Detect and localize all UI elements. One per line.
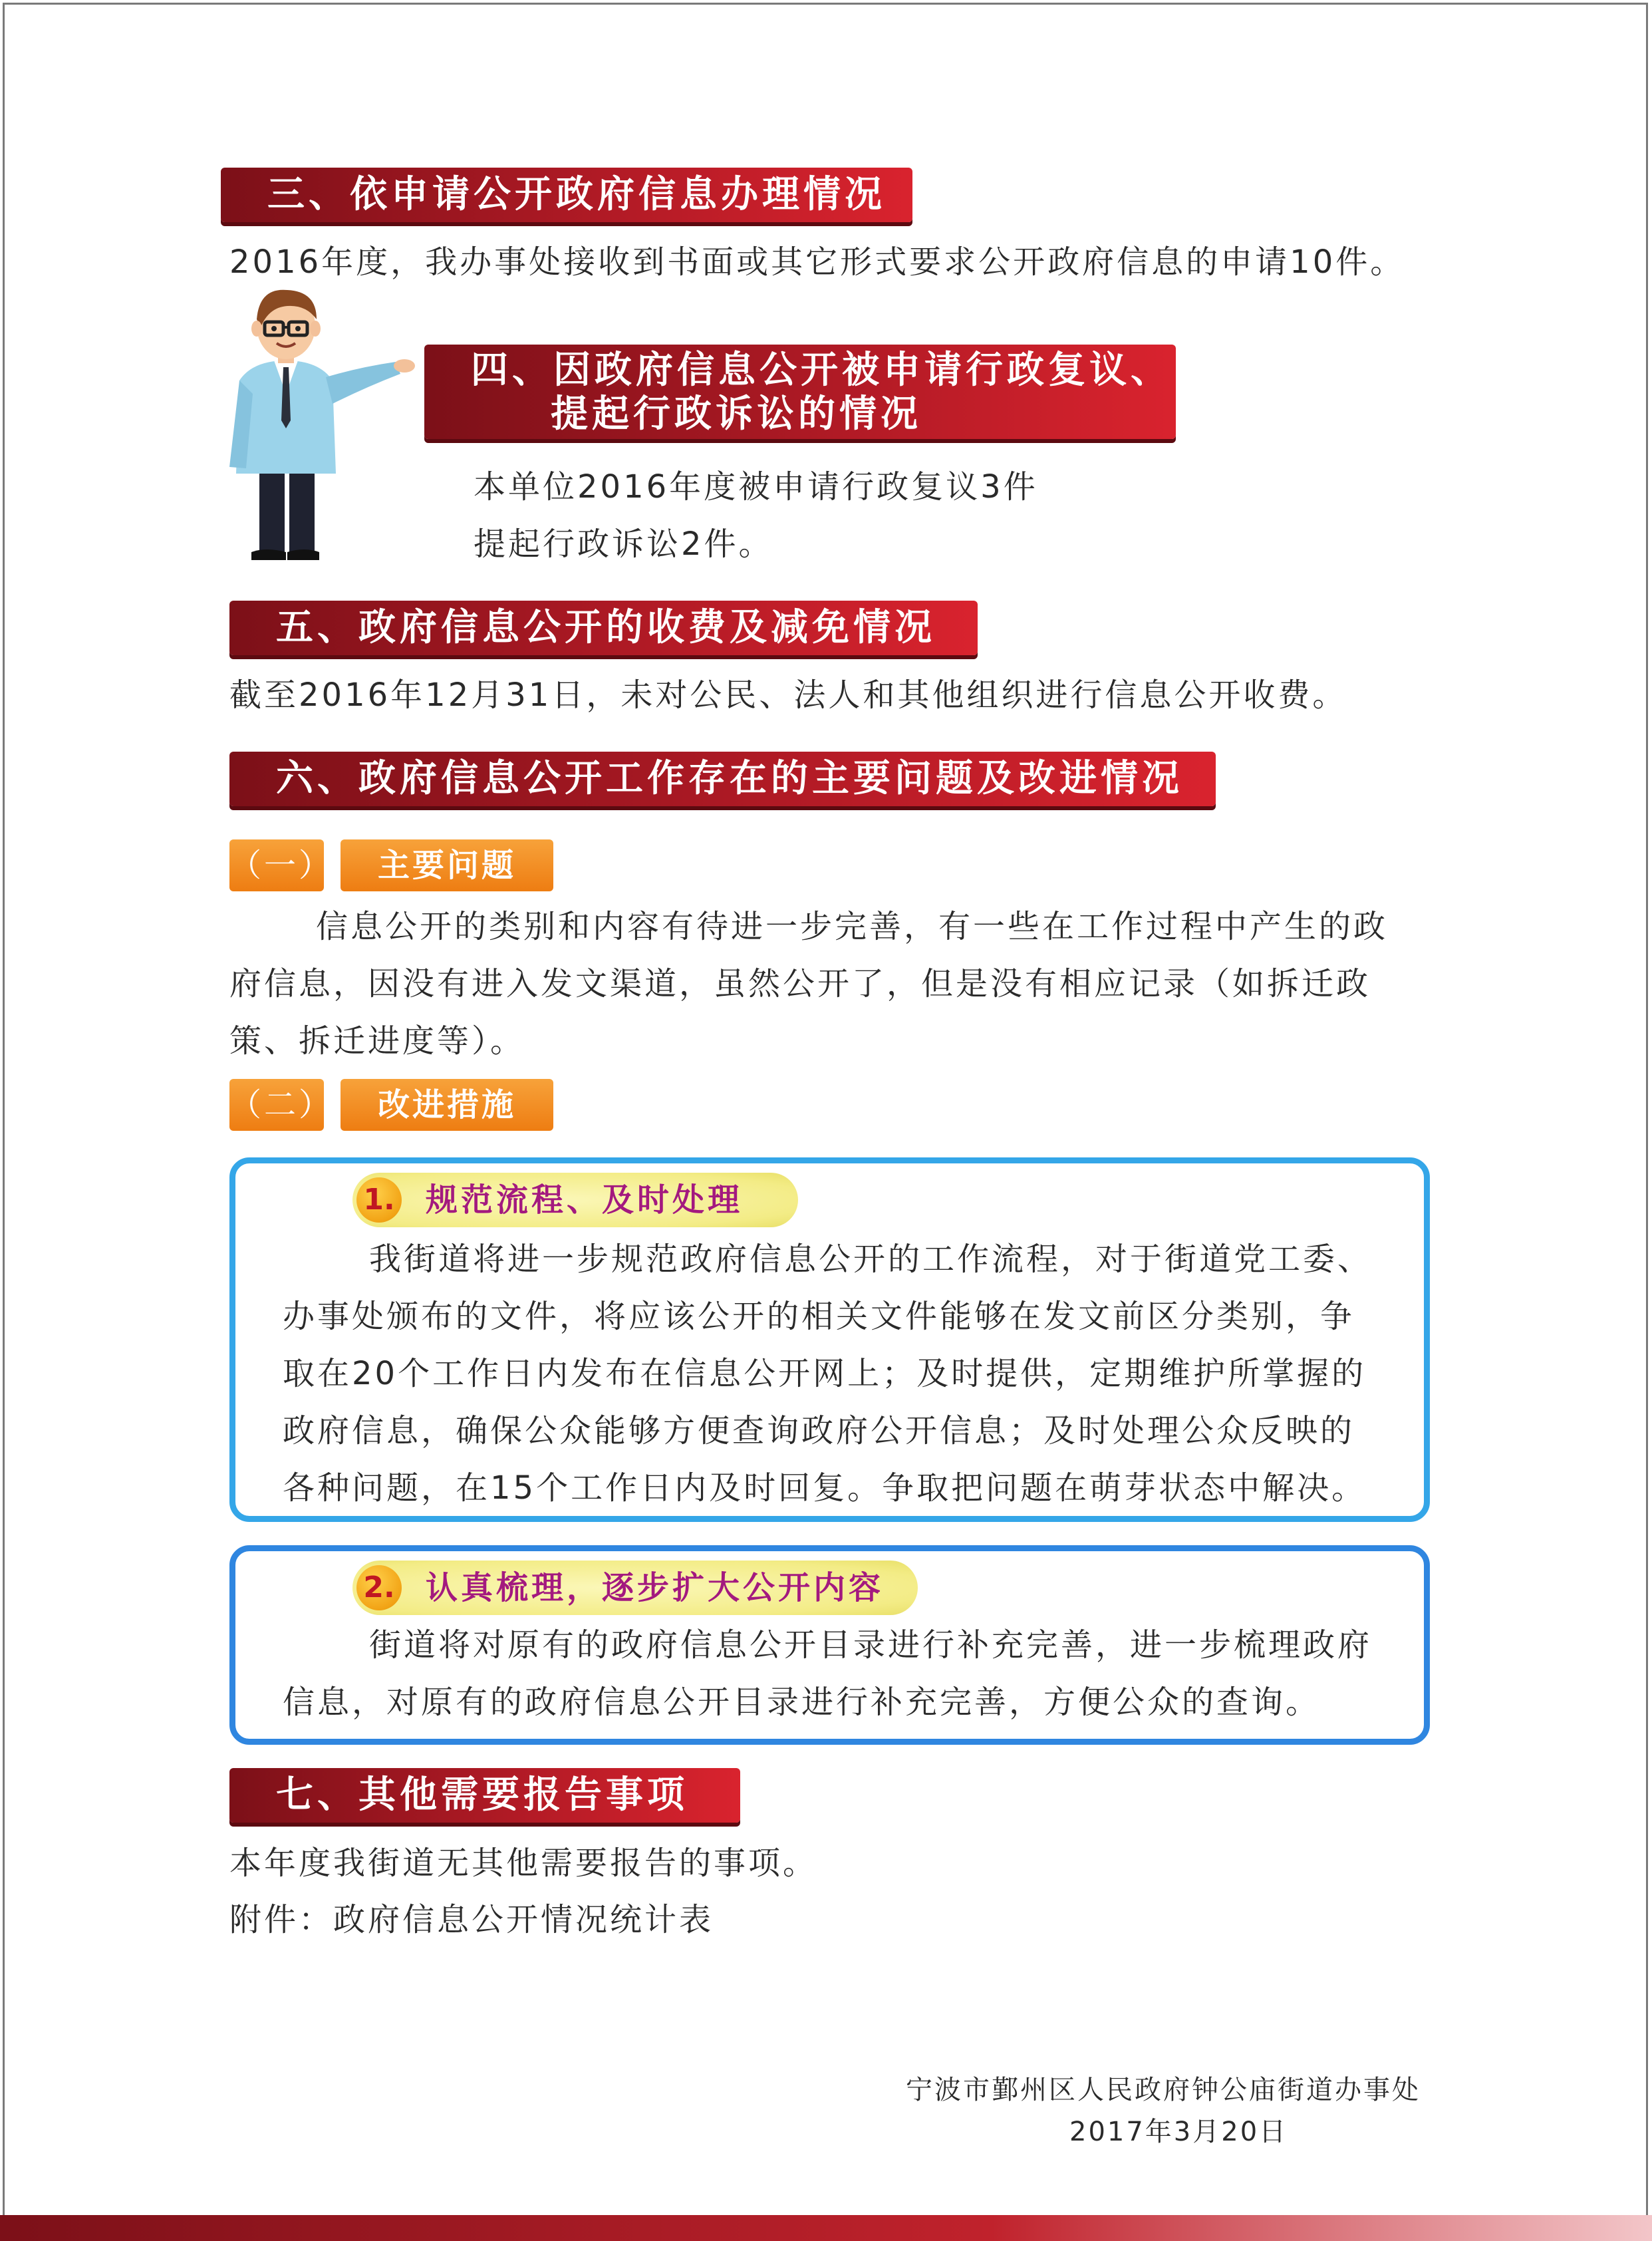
sub1-body: [229, 898, 1427, 1070]
measure-2-line-1: 街道将对原有的政府信息公开目录进行补充完善，进一步梳理政府: [369, 1626, 1373, 1664]
measure-2-number: 2.: [356, 1565, 402, 1610]
measure-1-body: [283, 1231, 1413, 1517]
footer-organization: 宁波市鄞州区人民政府钟公庙街道办事处: [906, 2075, 1421, 2105]
section-4-body-line1: 本单位2016年度被申请行政复议3件: [474, 468, 1038, 506]
sub1-line-2: 府信息，因没有进入发文渠道，虽然公开了，但是没有相应记录（如拆迁政: [229, 965, 1371, 1002]
section-3-heading: [221, 168, 912, 222]
section-4-title-line2: 提起行政诉讼的情况: [551, 392, 922, 436]
section-7-title: 七、其他需要报告事项: [276, 1773, 688, 1817]
sub2-number: （二）: [229, 1086, 334, 1123]
sub1-label: 主要问题: [377, 847, 516, 884]
sub1-number-tag: [229, 839, 334, 891]
measure-1-line-3: 取在20个工作日内发布在信息公开网上；及时提供，定期维护所掌握的: [283, 1355, 1367, 1392]
measure-1-line-4: 政府信息，确保公众能够方便查询政府公开信息；及时处理公众反映的: [283, 1412, 1355, 1449]
measure-2-body: [283, 1616, 1413, 1731]
measure-2-title: 认真梳理，逐步扩大公开内容: [426, 1569, 885, 1606]
measure-1-number: 1.: [356, 1177, 402, 1223]
section-7-attachment: 附件：政府信息公开情况统计表: [229, 1901, 714, 1938]
measure-1-line-1: 我街道将进一步规范政府信息公开的工作流程，对于街道党工委、: [369, 1241, 1373, 1278]
section-4-body-line2: 提起行政诉讼2件。: [474, 525, 773, 563]
section-5-heading: [229, 601, 978, 655]
section-7-body-line1: 本年度我街道无其他需要报告的事项。: [229, 1845, 818, 1882]
section-4-title-line1: 四、因政府信息公开被申请行政复议、: [471, 349, 1172, 392]
section-3-body: 2016年度，我办事处接收到书面或其它形式要求公开政府信息的申请10件。: [229, 243, 1405, 281]
sub1-line-1: 信息公开的类别和内容有待进一步完善，有一些在工作过程中产生的政: [316, 908, 1389, 945]
sub2-label: 改进措施: [377, 1086, 516, 1123]
measure-2-line-2: 信息，对原有的政府信息公开目录进行补充完善，方便公众的查询。: [283, 1684, 1321, 1721]
measure-1-line-2: 办事处颁布的文件，将应该公开的相关文件能够在发文前区分类别，争: [283, 1298, 1355, 1335]
section-6-heading: [229, 752, 1216, 806]
measure-1-title: 规范流程、及时处理: [426, 1181, 744, 1219]
section-5-body: 截至2016年12月31日，未对公民、法人和其他组织进行信息公开收费。: [229, 676, 1347, 714]
sub1-label-tag: [341, 839, 553, 891]
measure-2-heading: [352, 1561, 918, 1615]
presenter-illustration: [226, 287, 426, 570]
measure-1-heading: [352, 1173, 798, 1227]
sub2-label-tag: [341, 1079, 553, 1131]
sub1-line-3: 策、拆迁进度等）。: [229, 1022, 525, 1060]
section-4-heading: [424, 345, 1176, 439]
section-7-heading: [229, 1768, 740, 1823]
footer-date: 2017年3月20日: [1069, 2117, 1288, 2147]
section-5-title: 五、政府信息公开的收费及减免情况: [276, 606, 936, 649]
section-6-title: 六、政府信息公开工作存在的主要问题及改进情况: [276, 757, 1183, 800]
bottom-decorative-bar: [0, 2215, 1652, 2241]
measure-1-line-5: 各种问题，在15个工作日内及时回复。争取把问题在萌芽状态中解决。: [283, 1469, 1367, 1507]
sub2-number-tag: [229, 1079, 334, 1131]
sub1-number: （一）: [229, 847, 334, 884]
section-3-title: 三、依申请公开政府信息办理情况: [267, 173, 886, 216]
